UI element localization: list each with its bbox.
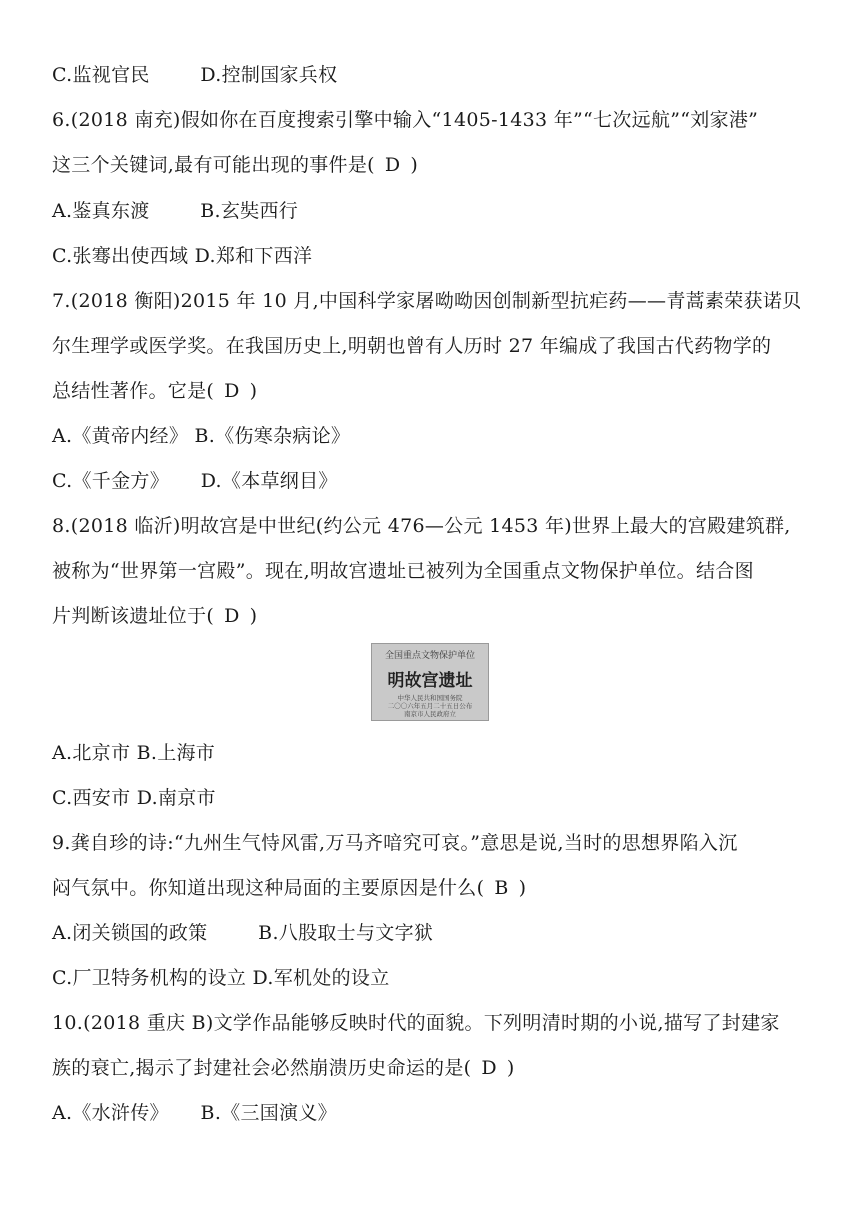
q7-stem-line3: 总结性著作。它是( D ) xyxy=(52,380,258,402)
q8-options-ab: A.北京市 B.上海市 xyxy=(52,742,216,764)
q9-answer: B xyxy=(494,877,509,899)
q6-stem-line2: 这三个关键词,最有可能出现的事件是( D ) xyxy=(52,154,419,176)
q9-stem-line2: 闷气氛中。你知道出现这种局面的主要原因是什么( B ) xyxy=(52,877,527,899)
heritage-plaque-image xyxy=(371,643,489,721)
plaque-issuer: 中华人民共和国国务院 xyxy=(397,694,463,702)
q6-stem-line1: 6.(2018 南充)假如你在百度搜索引擎中输入“1405-1433 年”“七次远航”“刘家港” xyxy=(52,109,759,131)
q8-stem-line1: 8.(2018 临沂)明故宫是中世纪(约公元 476—公元 1453 年)世界上最大的宫殿建筑群, xyxy=(52,515,791,537)
q7-stem-line2: 尔生理学或医学奖。在我国历史上,明朝也曾有人历时 27 年编成了我国古代药物学的 xyxy=(52,335,772,357)
plaque-heading: 全国重点文物保护单位 xyxy=(384,651,475,661)
q5-options-cd: C.监视官民 D.控制国家兵权 xyxy=(52,64,338,86)
q10-options-ab: A.《水浒传》 B.《三国演义》 xyxy=(52,1102,337,1124)
q6-answer: D xyxy=(384,154,401,176)
q6-options-ab: A.鉴真东渡 B.玄奘西行 xyxy=(52,200,299,222)
plaque-date: 二〇〇六年五月二十五日公布 xyxy=(387,702,473,710)
q8-answer: D xyxy=(224,605,240,627)
q8-stem-line3: 片判断该遗址位于( D ) xyxy=(52,605,258,627)
q9-stem-line1: 9.龚自珍的诗:“九州生气恃风雷,万马齐喑究可哀。”意思是说,当时的思想界陷入沉 xyxy=(52,832,738,854)
q6-options-cd: C.张骞出使西域 D.郑和下西洋 xyxy=(52,245,313,267)
q9-options-cd: C.厂卫特务机构的设立 D.军机处的设立 xyxy=(52,967,390,989)
q8-options-cd: C.西安市 D.南京市 xyxy=(52,787,216,809)
q9-options-ab: A.闭关锁国的政策 B.八股取士与文字狱 xyxy=(52,922,434,944)
q10-stem-line1: 10.(2018 重庆 B)文学作品能够反映时代的面貌。下列明清时期的小说,描写了封建家 xyxy=(52,1012,780,1034)
q7-options-ab: A.《黄帝内经》 B.《伤寒杂病论》 xyxy=(52,425,351,447)
q8-stem-line2: 被称为“世界第一宫殿”。现在,明故宫遗址已被列为全国重点文物保护单位。结合图 xyxy=(52,560,754,582)
q7-answer: D xyxy=(224,380,240,402)
plaque-erector: 南京市人民政府立 xyxy=(404,710,456,718)
q10-stem-line2: 族的衰亡,揭示了封建社会必然崩溃历史命运的是( D ) xyxy=(52,1057,515,1079)
q10-answer: D xyxy=(481,1057,497,1079)
q7-options-cd: C.《千金方》 D.《本草纲目》 xyxy=(52,470,338,492)
q7-stem-line1: 7.(2018 衡阳)2015 年 10 月,中国科学家屠呦呦因创制新型抗疟药——青蒿素荣获诺贝 xyxy=(52,290,802,312)
plaque-title: 明故宫遗址 xyxy=(387,671,473,691)
